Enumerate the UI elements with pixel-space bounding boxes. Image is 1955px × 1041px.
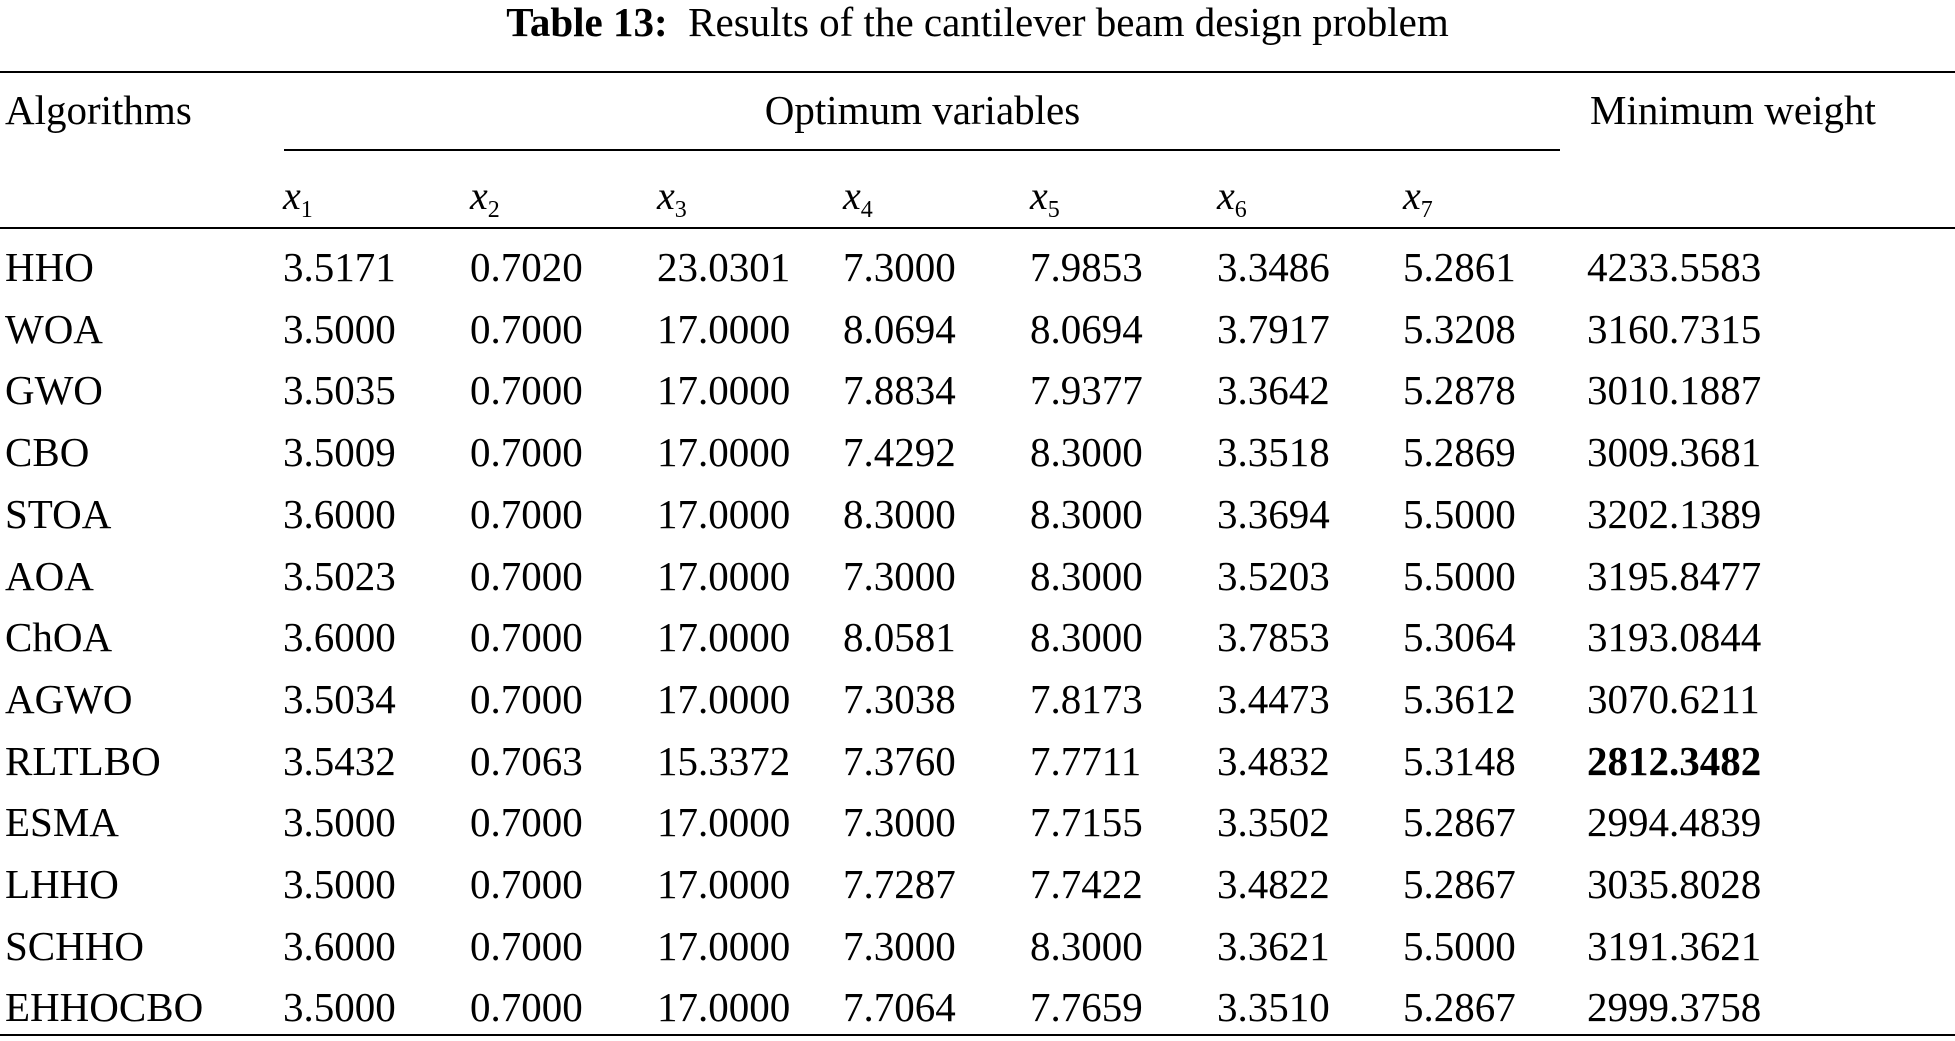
variable-value-x3: 17.0000 [657, 984, 791, 1030]
variable-value-x4: 7.4292 [843, 429, 956, 475]
variable-value-x5: 7.9377 [1030, 367, 1143, 413]
variable-symbol: x [1403, 173, 1421, 218]
bottom-rule [0, 1034, 1955, 1036]
minimum-weight: 3070.6211 [1587, 676, 1760, 722]
variable-value-x3: 17.0000 [657, 306, 791, 352]
variable-value-x5: 7.8173 [1030, 676, 1143, 722]
variable-value-x6: 3.3694 [1217, 491, 1330, 537]
variable-value-x6: 3.3621 [1217, 923, 1330, 969]
header-optimum-variables: Optimum variables [764, 87, 1081, 133]
caption-label: Table 13: [506, 0, 668, 45]
variable-value-x1: 3.5432 [283, 738, 396, 784]
variable-subscript: 1 [300, 197, 313, 223]
algorithm-name: LHHO [5, 861, 119, 907]
variable-value-x5: 8.0694 [1030, 306, 1143, 352]
variable-value-x3: 17.0000 [657, 429, 791, 475]
header-algorithms: Algorithms [5, 87, 192, 133]
variable-value-x3: 17.0000 [657, 861, 791, 907]
variable-value-x6: 3.4473 [1217, 676, 1330, 722]
variable-value-x6: 3.3518 [1217, 429, 1330, 475]
algorithm-name: WOA [5, 306, 103, 352]
variable-value-x4: 8.0694 [843, 306, 956, 352]
variable-value-x2: 0.7000 [470, 306, 583, 352]
variable-value-x4: 7.3760 [843, 738, 956, 784]
variable-value-x3: 17.0000 [657, 676, 791, 722]
variable-value-x2: 0.7063 [470, 738, 583, 784]
variable-value-x2: 0.7000 [470, 367, 583, 413]
minimum-weight: 3010.1887 [1587, 367, 1762, 413]
variable-value-x2: 0.7000 [470, 923, 583, 969]
algorithm-name: STOA [5, 491, 112, 537]
header-variable-x5 [1030, 174, 1060, 232]
variable-symbol: x [470, 173, 488, 218]
variable-value-x1: 3.5000 [283, 984, 396, 1030]
minimum-weight: 4233.5583 [1587, 244, 1762, 290]
variable-value-x5: 7.9853 [1030, 244, 1143, 290]
variable-value-x5: 7.7659 [1030, 984, 1143, 1030]
header-variable-x6 [1217, 174, 1247, 232]
variable-value-x6: 3.4822 [1217, 861, 1330, 907]
minimum-weight: 3035.8028 [1587, 861, 1762, 907]
variable-value-x7: 5.3064 [1403, 614, 1516, 660]
variable-value-x6: 3.3510 [1217, 984, 1330, 1030]
variable-value-x4: 7.3000 [843, 799, 956, 845]
group-rule [284, 149, 1560, 151]
algorithm-name: AOA [5, 553, 94, 599]
minimum-weight: 3191.3621 [1587, 923, 1762, 969]
top-rule [0, 71, 1955, 73]
variable-value-x5: 7.7422 [1030, 861, 1143, 907]
variable-value-x2: 0.7000 [470, 861, 583, 907]
variable-value-x7: 5.3612 [1403, 676, 1516, 722]
variable-value-x3: 15.3372 [657, 738, 791, 784]
variable-value-x2: 0.7020 [470, 244, 583, 290]
variable-value-x6: 3.3502 [1217, 799, 1330, 845]
minimum-weight: 3160.7315 [1587, 306, 1762, 352]
variable-value-x2: 0.7000 [470, 676, 583, 722]
variable-value-x2: 0.7000 [470, 553, 583, 599]
variable-value-x3: 17.0000 [657, 367, 791, 413]
variable-value-x7: 5.2867 [1403, 861, 1516, 907]
variable-value-x6: 3.3486 [1217, 244, 1330, 290]
variable-value-x7: 5.5000 [1403, 923, 1516, 969]
variable-value-x5: 8.3000 [1030, 429, 1143, 475]
variable-value-x7: 5.2867 [1403, 799, 1516, 845]
caption-text: Results of the cantilever beam design problem [688, 0, 1449, 45]
header-variable-x4 [843, 174, 873, 232]
variable-value-x7: 5.5000 [1403, 491, 1516, 537]
variable-subscript: 3 [674, 197, 687, 223]
header-variable-x1 [283, 174, 313, 232]
variable-value-x4: 7.3000 [843, 923, 956, 969]
algorithm-name: ESMA [5, 799, 119, 845]
variable-value-x1: 3.5023 [283, 553, 396, 599]
variable-value-x7: 5.5000 [1403, 553, 1516, 599]
variable-value-x4: 7.3000 [843, 244, 956, 290]
variable-symbol: x [843, 173, 861, 218]
variable-value-x7: 5.2878 [1403, 367, 1516, 413]
minimum-weight: 3195.8477 [1587, 553, 1762, 599]
variable-value-x3: 17.0000 [657, 614, 791, 660]
minimum-weight: 3202.1389 [1587, 491, 1762, 537]
variable-value-x3: 17.0000 [657, 491, 791, 537]
variable-value-x7: 5.2869 [1403, 429, 1516, 475]
algorithm-name: CBO [5, 429, 90, 475]
algorithm-name: HHO [5, 244, 94, 290]
variable-symbol: x [657, 173, 675, 218]
variable-value-x7: 5.2867 [1403, 984, 1516, 1030]
minimum-weight: 2999.3758 [1587, 984, 1762, 1030]
header-variable-x3 [657, 174, 687, 232]
minimum-weight: 3193.0844 [1587, 614, 1762, 660]
variable-value-x5: 8.3000 [1030, 553, 1143, 599]
variable-symbol: x [1030, 173, 1048, 218]
variable-subscript: 6 [1234, 197, 1247, 223]
algorithm-name: ChOA [5, 614, 113, 660]
variable-value-x5: 8.3000 [1030, 491, 1143, 537]
variable-value-x2: 0.7000 [470, 491, 583, 537]
variable-value-x4: 8.3000 [843, 491, 956, 537]
variable-value-x4: 7.7287 [843, 861, 956, 907]
variable-value-x4: 7.3000 [843, 553, 956, 599]
variable-value-x6: 3.3642 [1217, 367, 1330, 413]
variable-subscript: 5 [1047, 197, 1060, 223]
variable-value-x4: 7.3038 [843, 676, 956, 722]
variable-value-x3: 17.0000 [657, 799, 791, 845]
variable-value-x3: 17.0000 [657, 553, 791, 599]
variable-value-x1: 3.5034 [283, 676, 396, 722]
algorithm-name: EHHOCBO [5, 984, 204, 1030]
variable-value-x5: 7.7711 [1030, 738, 1142, 784]
variable-value-x3: 23.0301 [657, 244, 791, 290]
variable-value-x7: 5.3148 [1403, 738, 1516, 784]
variable-value-x1: 3.6000 [283, 923, 396, 969]
variable-value-x2: 0.7000 [470, 614, 583, 660]
variable-value-x3: 17.0000 [657, 923, 791, 969]
variable-value-x2: 0.7000 [470, 984, 583, 1030]
algorithm-name: RLTLBO [5, 738, 161, 784]
variable-value-x4: 7.7064 [843, 984, 956, 1030]
algorithm-name: GWO [5, 367, 103, 413]
variable-value-x1: 3.5000 [283, 799, 396, 845]
algorithm-name: AGWO [5, 676, 133, 722]
variable-subscript: 7 [1420, 197, 1433, 223]
variable-symbol: x [283, 173, 301, 218]
header-minimum-weight: Minimum weight [1590, 87, 1876, 133]
header-variable-x7 [1403, 174, 1433, 232]
variable-value-x4: 7.8834 [843, 367, 956, 413]
variable-value-x5: 8.3000 [1030, 614, 1143, 660]
variable-value-x6: 3.7853 [1217, 614, 1330, 660]
variable-value-x1: 3.5035 [283, 367, 396, 413]
minimum-weight-best: 2812.3482 [1587, 738, 1762, 784]
variable-value-x1: 3.6000 [283, 614, 396, 660]
variable-value-x4: 8.0581 [843, 614, 956, 660]
variable-value-x1: 3.5171 [283, 244, 396, 290]
variable-value-x6: 3.7917 [1217, 306, 1330, 352]
variable-value-x6: 3.5203 [1217, 553, 1330, 599]
variable-value-x5: 8.3000 [1030, 923, 1143, 969]
variable-value-x2: 0.7000 [470, 799, 583, 845]
variable-symbol: x [1217, 173, 1235, 218]
header-rule [0, 227, 1955, 229]
minimum-weight: 3009.3681 [1587, 429, 1762, 475]
variable-value-x2: 0.7000 [470, 429, 583, 475]
variable-subscript: 2 [487, 197, 500, 223]
variable-value-x7: 5.3208 [1403, 306, 1516, 352]
variable-value-x1: 3.5000 [283, 861, 396, 907]
minimum-weight: 2994.4839 [1587, 799, 1762, 845]
algorithm-name: SCHHO [5, 923, 144, 969]
variable-value-x7: 5.2861 [1403, 244, 1516, 290]
variable-value-x1: 3.6000 [283, 491, 396, 537]
table-caption [0, 0, 1955, 44]
variable-value-x5: 7.7155 [1030, 799, 1143, 845]
variable-value-x1: 3.5009 [283, 429, 396, 475]
variable-value-x1: 3.5000 [283, 306, 396, 352]
variable-subscript: 4 [860, 197, 873, 223]
variable-value-x6: 3.4832 [1217, 738, 1330, 784]
header-variable-x2 [470, 174, 500, 232]
